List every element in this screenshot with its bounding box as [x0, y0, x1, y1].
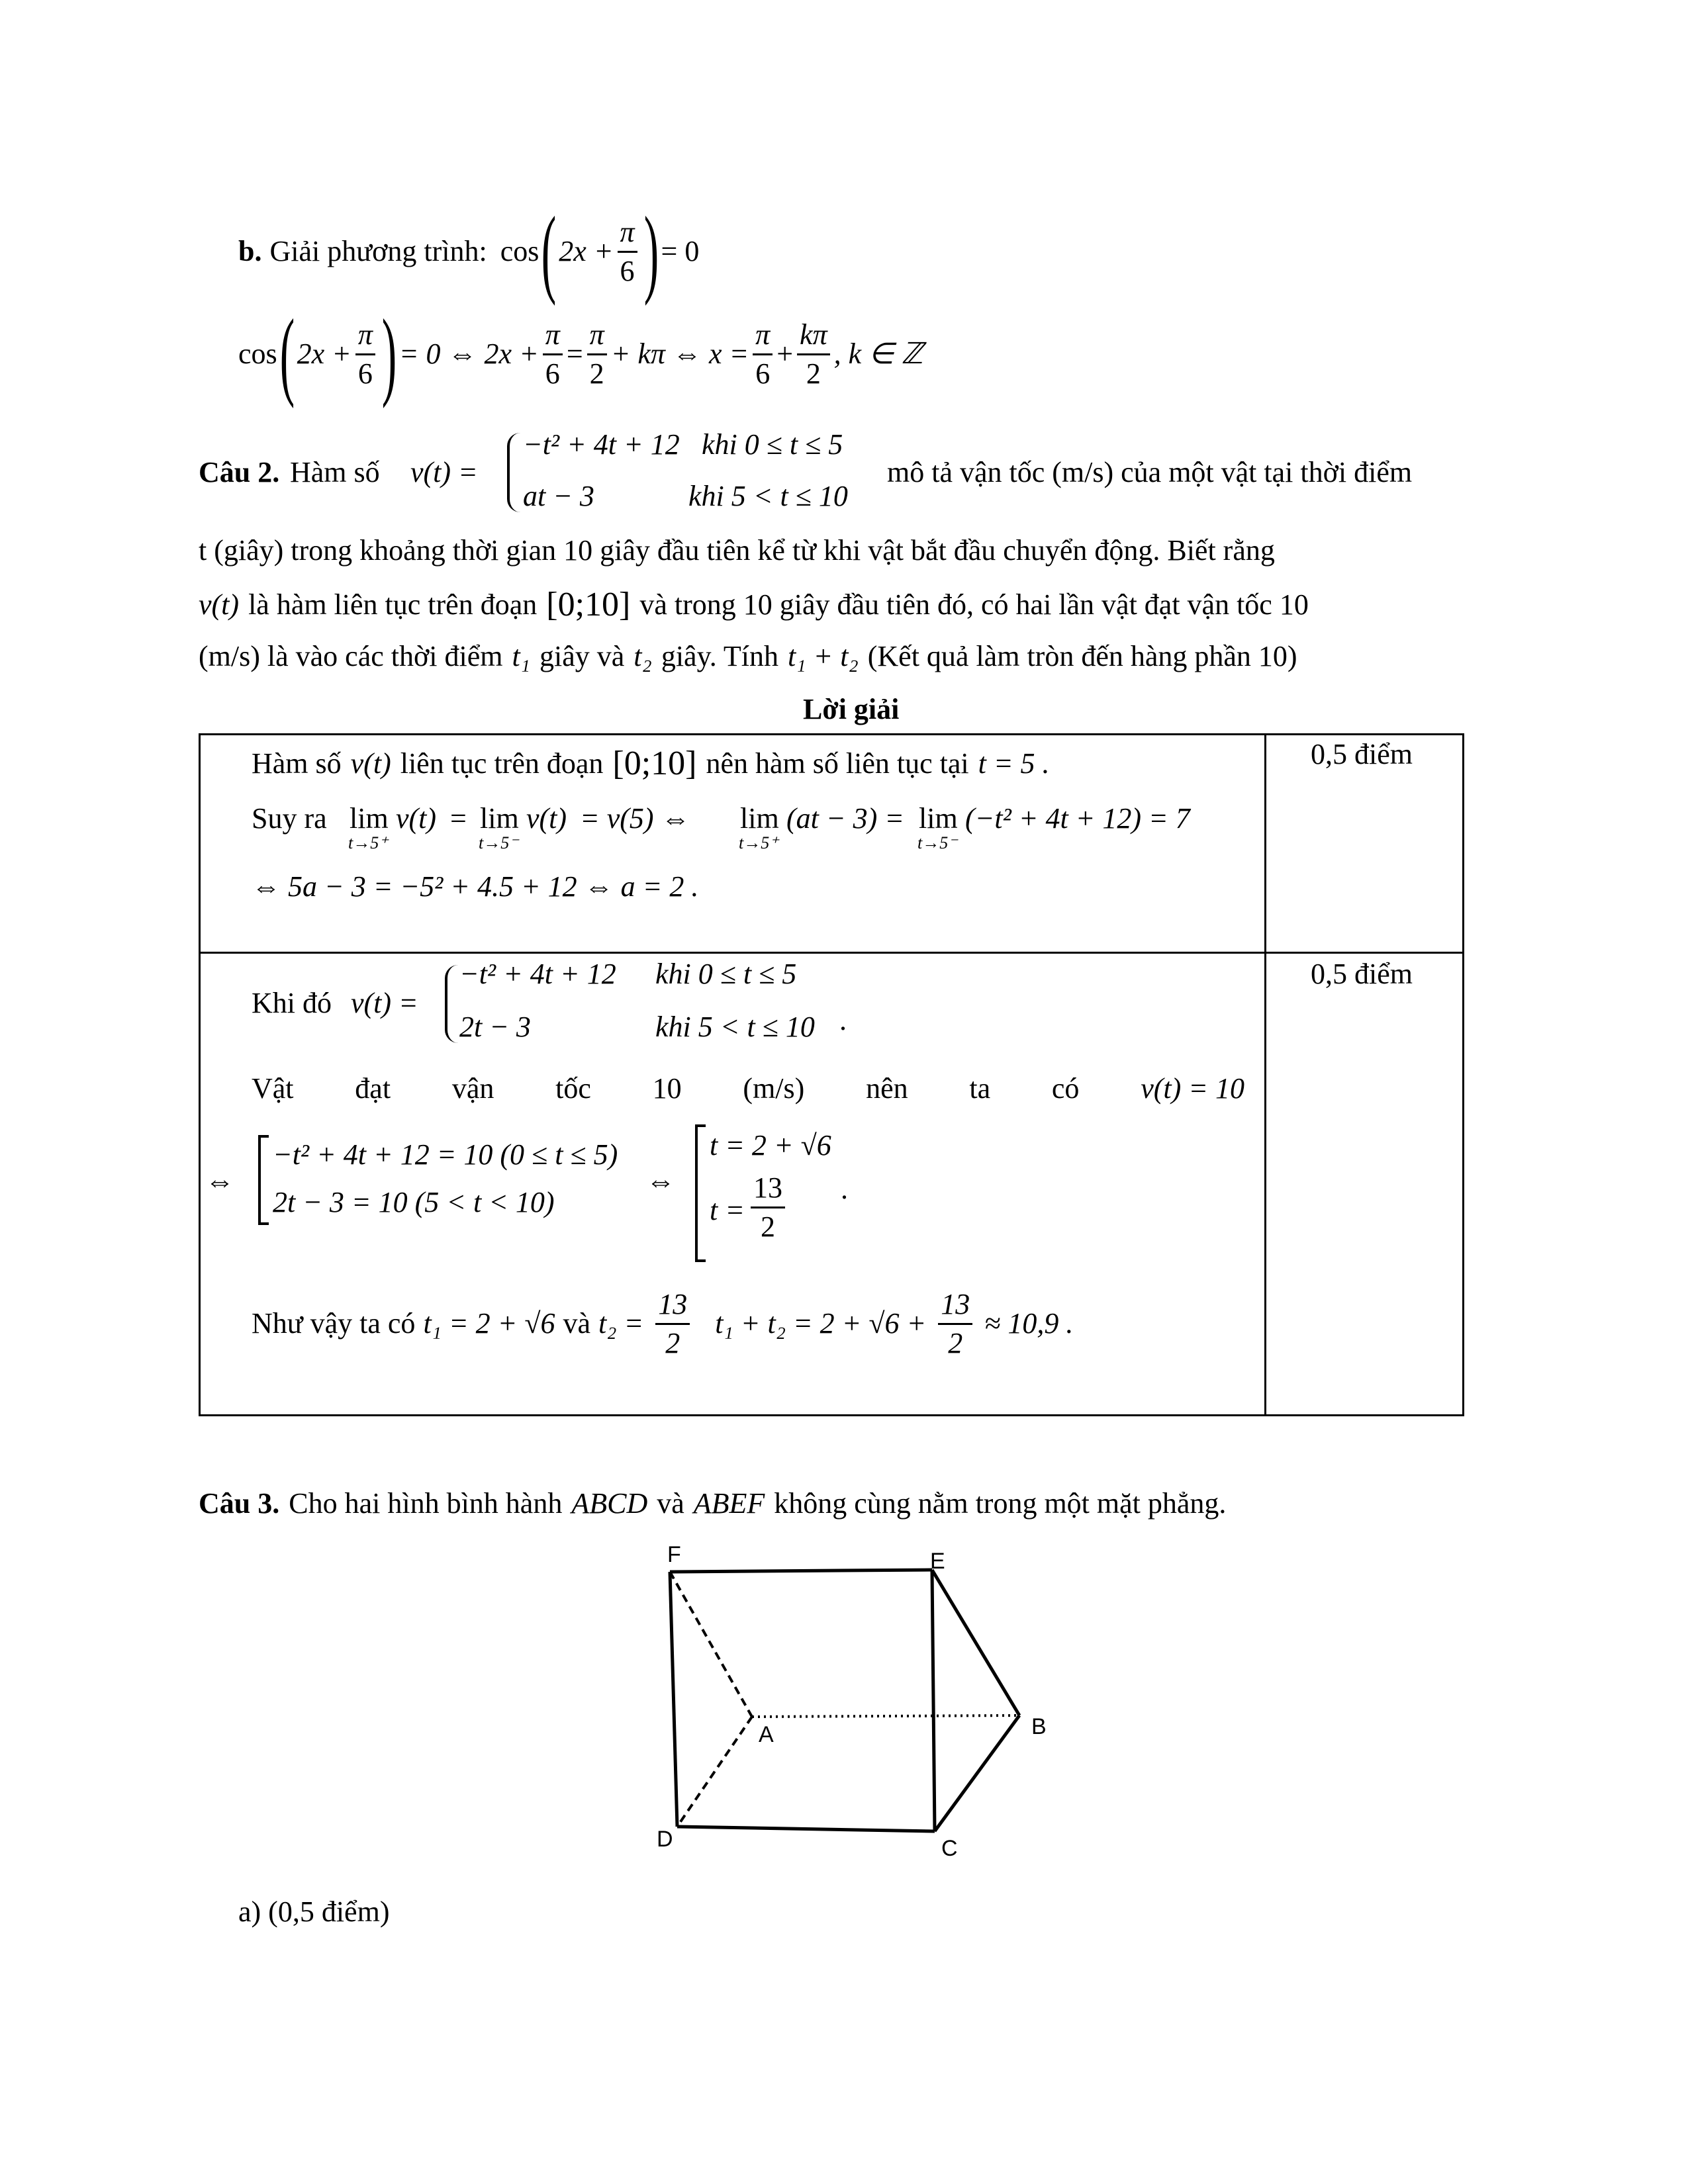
lim-3-sub: t→5⁺: [739, 833, 778, 852]
sys-a: −t² + 4t + 12 = 10 (0 ≤ t ≤ 5): [273, 1138, 618, 1171]
lim-4: lim: [919, 802, 958, 835]
line3-c: và trong 10 giây đầu tiên đó, có hai lần vật đạt vận tốc 10: [639, 588, 1309, 621]
at-minus-3: (at − 3) =: [786, 802, 904, 835]
table-row-divider: [199, 952, 1462, 954]
row1-v-t: v(t): [350, 747, 391, 780]
row1-score: 0,5 điểm: [1311, 738, 1413, 770]
quad-eq-7: (−t² + 4t + 12) = 7: [965, 802, 1190, 835]
word-dat: đạt: [355, 1072, 391, 1105]
pi-over-6-a: $\frac{\pi}{6}$: [355, 320, 375, 388]
row1-line1: [252, 747, 1050, 781]
row1-hamso: Hàm số: [252, 747, 342, 780]
t1-value: t₁ = 2 + √6: [423, 1307, 555, 1340]
edge-FA: [670, 1572, 752, 1717]
sol-step2: + kπ ⇔ x =: [610, 338, 749, 370]
lim-2-v: v(t): [526, 802, 567, 835]
prism-figure: [635, 1535, 1099, 1866]
line3-b: là hàm liên tục trên đoạn: [248, 588, 538, 621]
lim-1-v: v(t): [396, 802, 437, 835]
row1-text: liên tục trên đoạn: [400, 747, 604, 780]
cos-label-2: cos: [238, 338, 277, 370]
bracket-1: [258, 1135, 269, 1225]
row2-dot: .: [839, 1004, 847, 1036]
edge-EB: [932, 1570, 1019, 1715]
label-A: A: [759, 1722, 774, 1747]
line4-a: (m/s) là vào các thời điểm: [199, 640, 503, 672]
eq-v5: = v(5) ⇔: [580, 802, 690, 835]
part-b-text: Giải phương trình:: [269, 235, 487, 267]
case2-cond: khi 5 < t ≤ 10: [688, 480, 848, 512]
abcd: ABCD: [571, 1487, 648, 1520]
res-b-lhs: t =: [710, 1194, 745, 1226]
cau2-intro: Hàm số: [290, 456, 380, 488]
row2-dot-2: .: [841, 1173, 848, 1205]
lim-eq: =: [450, 802, 467, 835]
case2-expr: at − 3: [523, 480, 594, 512]
edge-DC: [677, 1827, 935, 1831]
v-t-equals: v(t) =: [410, 456, 478, 488]
row2-case1-expr: −t² + 4t + 12: [459, 958, 616, 990]
line4-c: giây. Tính: [661, 640, 779, 672]
lim-4-sub: t→5⁻: [917, 833, 957, 852]
row2-score: 0,5 điểm: [1311, 958, 1413, 990]
cau3-text-b: không cùng nằm trong một mặt phẳng.: [774, 1487, 1227, 1520]
sol-step1: = 0 ⇔ 2x +: [399, 338, 539, 370]
label-B: B: [1031, 1714, 1047, 1739]
cau2-label: Câu 2.: [199, 456, 280, 488]
edge-AB: [752, 1715, 1019, 1717]
word-vat: Vật: [252, 1072, 294, 1105]
row1-line3: ⇔ 5a − 3 = −5² + 4.5 + 12 ⇔ a = 2 .: [252, 870, 699, 903]
equiv-2: ⇔: [646, 1165, 675, 1197]
cau2-line2: t (giây) trong khoảng thời gian 10 giây đầu tiên kể từ khi vật bắt đầu chuyển động. Biết rằng: [199, 534, 1275, 567]
cau3-text-a: Cho hai hình bình hành: [289, 1487, 563, 1520]
part-b-label: b.: [238, 235, 262, 267]
cos-label: cos: [500, 235, 539, 267]
line4-b: giây và: [539, 640, 625, 672]
khi-do: Khi đó: [252, 987, 332, 1019]
lim-3: lim: [740, 802, 779, 835]
t2: t₂: [633, 640, 652, 672]
word-van: vận: [451, 1072, 494, 1105]
label-E: E: [930, 1549, 945, 1574]
row1-t5: t = 5 .: [978, 747, 1050, 780]
edge-BC: [935, 1715, 1019, 1831]
sol-eq: =: [566, 338, 583, 370]
case1-cond: khi 0 ≤ t ≤ 5: [702, 428, 843, 461]
arg-2x: 2x +: [559, 235, 614, 267]
cau3-va: và: [657, 1487, 684, 1520]
lim-2-sub: t→5⁻: [479, 833, 518, 852]
case1-expr: −t² + 4t + 12: [523, 428, 680, 461]
edge-FD: [670, 1572, 677, 1827]
sys-b: 2t − 3 = 10 (5 < t < 10): [273, 1186, 555, 1218]
word-toc: tốc: [555, 1072, 591, 1105]
cau2-line4: [199, 642, 1297, 671]
row2-v-t-eq: v(t) =: [351, 987, 418, 1019]
row2-case2-expr: 2t − 3: [459, 1011, 531, 1043]
word-nen: nên: [866, 1072, 908, 1105]
row2-case2-cond: khi 5 < t ≤ 10: [655, 1011, 815, 1043]
row1-text2: nên hàm số liên tục tại: [706, 747, 969, 780]
abef: ABEF: [693, 1487, 765, 1520]
row2-brace: [445, 965, 458, 1043]
label-C: C: [941, 1836, 958, 1861]
row2-case1-cond: khi 0 ≤ t ≤ 5: [655, 958, 797, 990]
sol-plus: +: [776, 338, 794, 370]
t1: t₁: [512, 640, 530, 672]
frac-13-2: 13 2: [751, 1173, 785, 1242]
res-a: t = 2 + √6: [710, 1129, 831, 1161]
bracket-2: [695, 1124, 706, 1262]
interval: [0;10]: [546, 586, 631, 623]
sum-frac: $\frac{13}{2}$: [938, 1290, 972, 1358]
row1-interval: [0;10]: [612, 745, 697, 782]
cases-brace: [507, 433, 520, 512]
edge-AD: [677, 1717, 752, 1827]
t1-plus-t2: t₁ + t₂: [788, 640, 859, 672]
va: và: [563, 1307, 591, 1340]
cau3-line: [199, 1489, 1226, 1518]
part-b-solution: cos ( 2x + $\frac{\pi}{6}$ ) = 0 ⇔ 2x + $\frac{\pi}{6}$ = $\frac{\pi}{2}$ + kπ ⇔ x = $\frac{\pi}{6}$ + $\frac{k\pi}{2}$ , k ∈ ℤ: [238, 299, 923, 409]
line4-d: (Kết quả làm tròn đến hàng phần 10): [867, 640, 1297, 672]
approx-result: ≈ 10,9 .: [984, 1307, 1074, 1340]
cau2-after-system: mô tả vận tốc (m/s) của một vật tại thời điểm: [887, 456, 1413, 488]
lim-1: lim: [350, 802, 389, 835]
table-col-divider: [1264, 733, 1266, 1414]
pi-over-2: $\frac{\pi}{2}$: [587, 320, 607, 388]
kpi-over-2: $\frac{k\pi}{2}$: [797, 320, 830, 388]
sum-expr: t₁ + t₂ = 2 + √6 +: [715, 1307, 927, 1340]
lim-2: lim: [480, 802, 519, 835]
pi-over-6-c: $\frac{\pi}{6}$: [753, 320, 773, 388]
row2-line2: [252, 1074, 1244, 1103]
edge-EC: [932, 1570, 935, 1831]
cau3-label: Câu 3.: [199, 1487, 280, 1520]
word-co: có: [1051, 1072, 1080, 1105]
k-in-z: , k ∈ ℤ: [833, 338, 923, 370]
t2-frac: $\frac{13}{2}$: [655, 1290, 690, 1358]
t2-label: t₂ =: [598, 1307, 644, 1340]
equiv-1: ⇔: [205, 1165, 234, 1197]
word-10: 10: [652, 1072, 682, 1105]
row2-line4: [252, 1284, 1073, 1363]
nhu-vay: Như vậy ta có: [252, 1307, 416, 1340]
solution-heading: Lời giải: [803, 693, 900, 725]
edge-FE: [670, 1570, 932, 1572]
word-ta: ta: [969, 1072, 991, 1105]
cau2-line3: [199, 588, 1309, 622]
word-ms: (m/s): [743, 1072, 805, 1105]
pi-over-6: $\frac{\pi}{6}$: [618, 218, 637, 286]
equals-zero: = 0: [661, 235, 700, 267]
part-b-statement: b. Giải phương trình: cos ( 2x + $\frac{\pi}{6}$ ) = 0: [238, 197, 700, 306]
suy-ra: Suy ra: [252, 802, 327, 835]
pi-over-6-b: $\frac{\pi}{6}$: [543, 320, 563, 388]
label-D: D: [657, 1827, 673, 1852]
lim-1-sub: t→5⁺: [348, 833, 388, 852]
arg-2x-2: 2x +: [297, 338, 352, 370]
v-t: v(t): [199, 588, 240, 621]
part-a: a) (0,5 điểm): [238, 1895, 390, 1928]
label-F: F: [667, 1542, 681, 1567]
word-vt10: v(t) = 10: [1141, 1072, 1244, 1105]
